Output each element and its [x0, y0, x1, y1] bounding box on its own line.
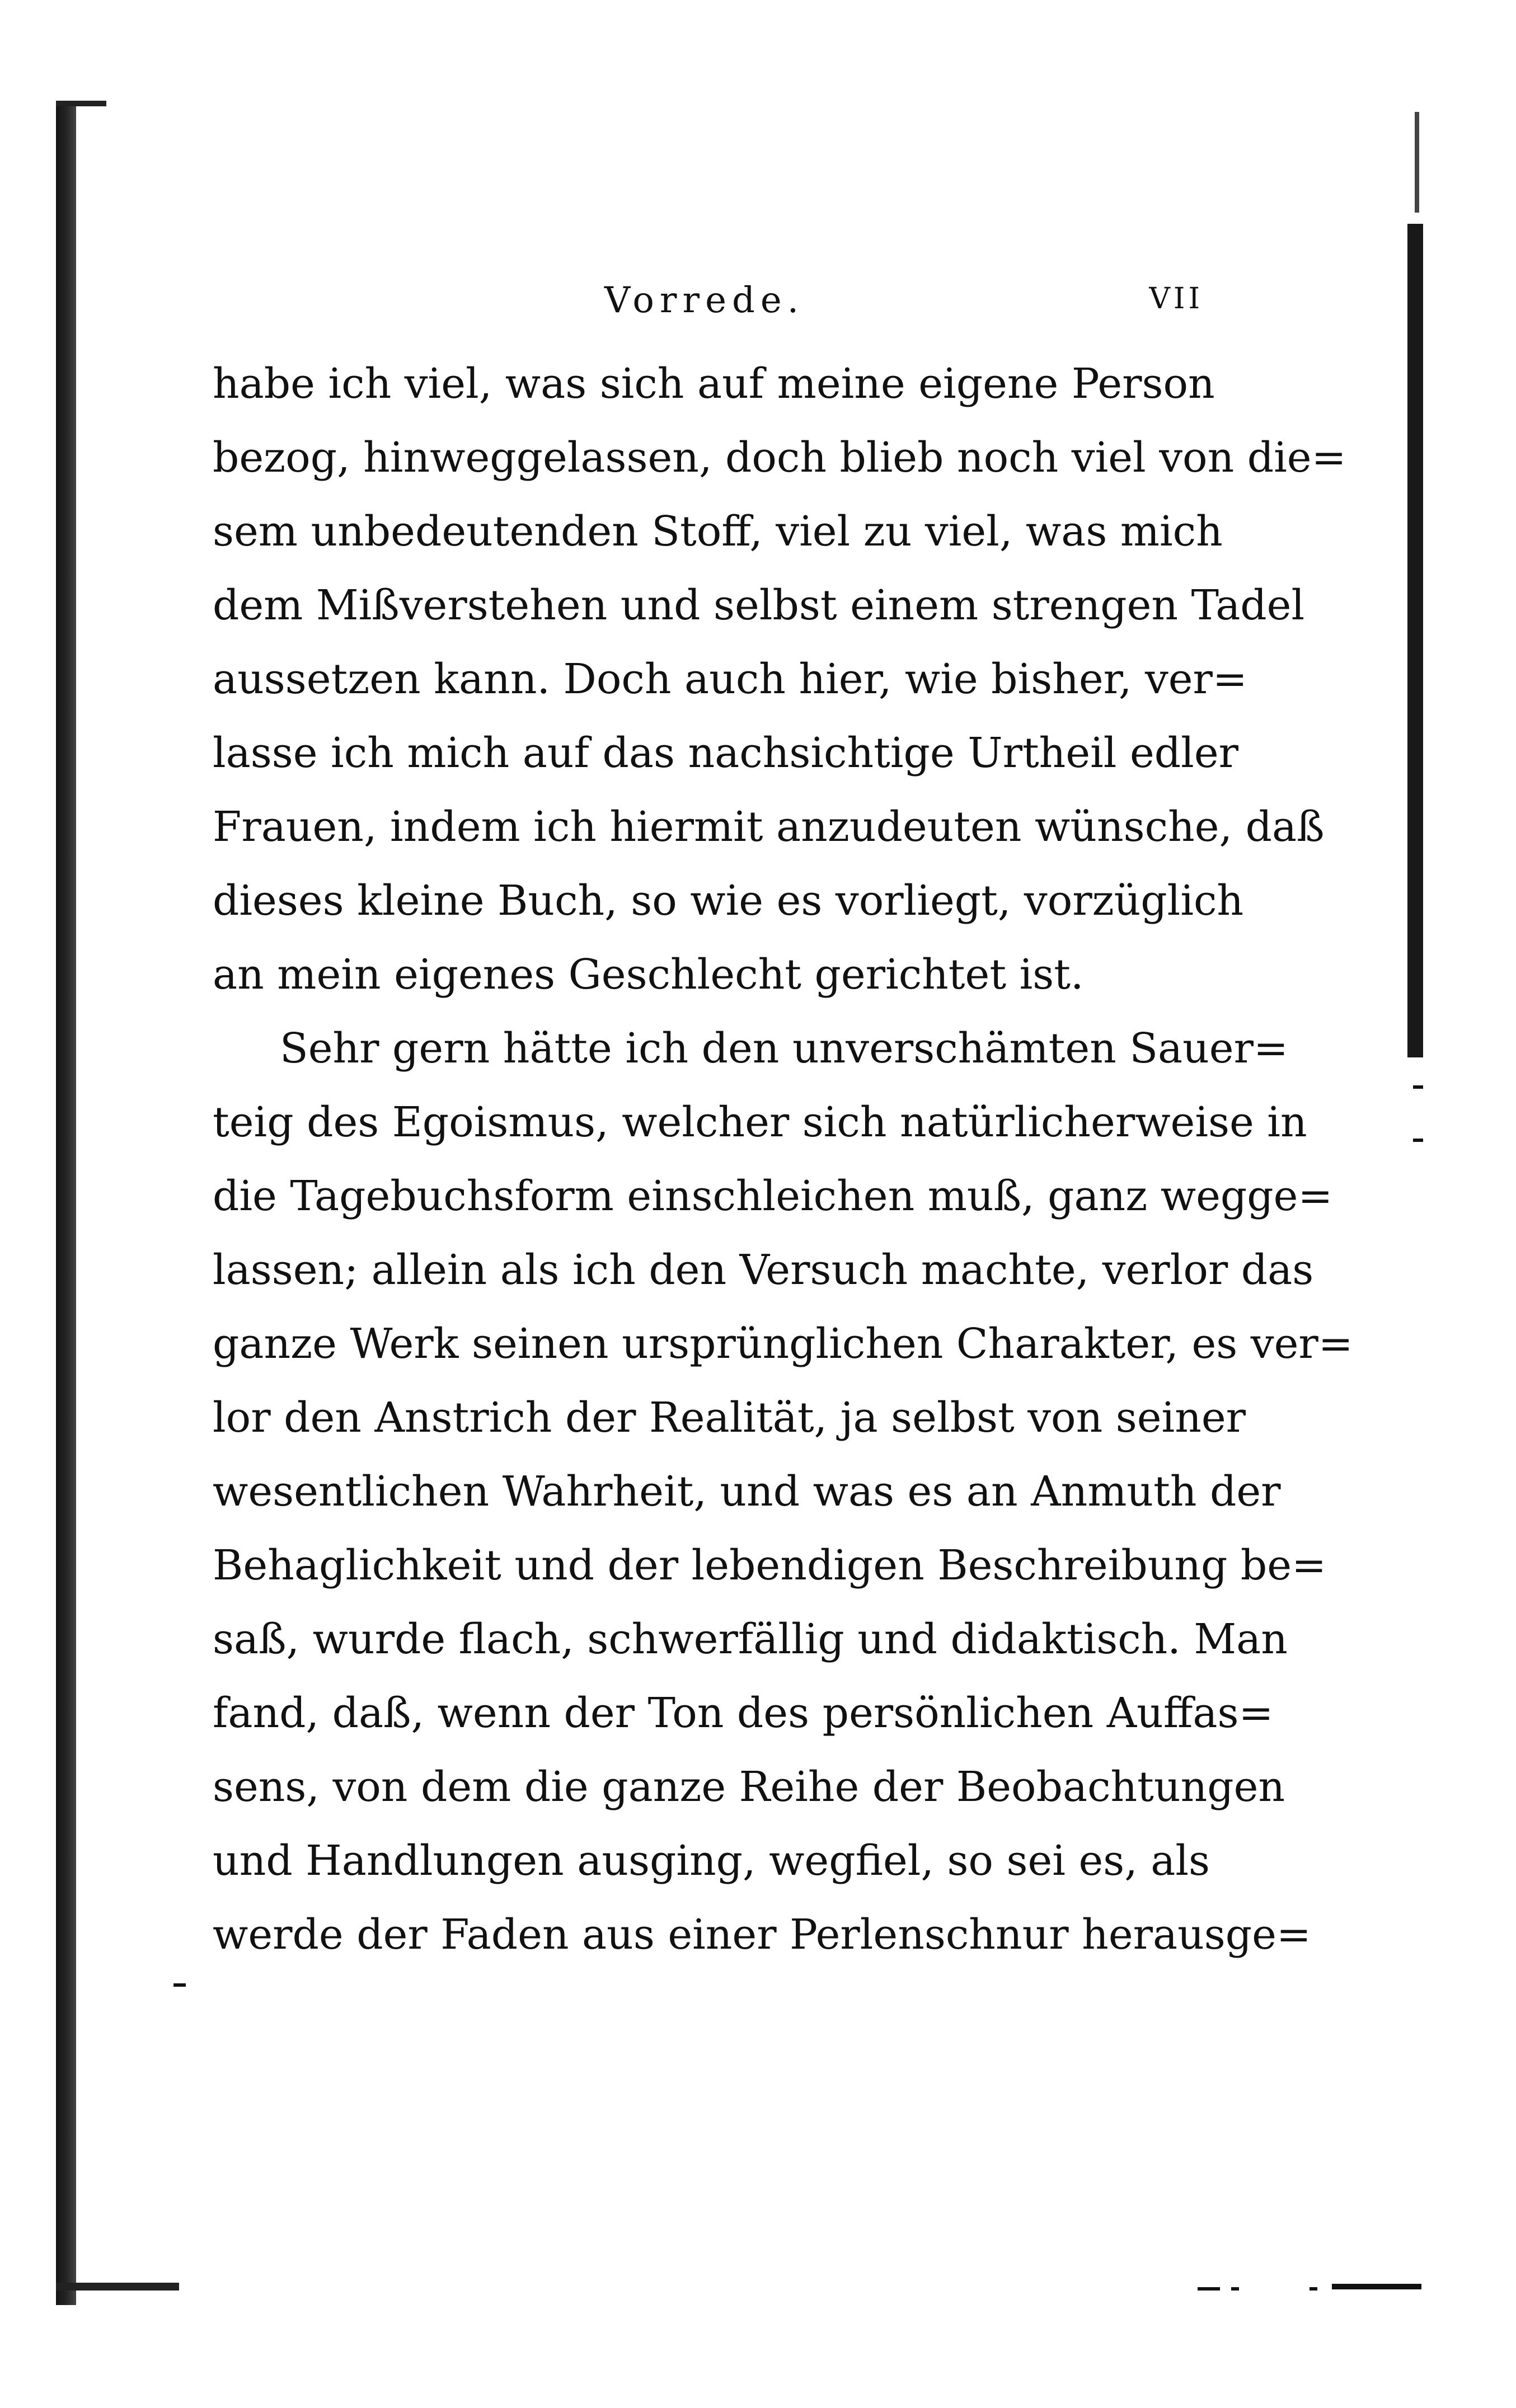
text-line: und Handlungen ausging, wegfiel, so sei es, als: [213, 1837, 1210, 1885]
text-line: dem Mißverstehen und selbst einem strengen Tadel: [213, 581, 1305, 629]
margin-mark: [173, 1983, 186, 1987]
text-line: dieses kleine Buch, so wie es vorliegt, vorzüglich: [213, 877, 1244, 925]
running-head: [213, 280, 1203, 336]
right-page-edge-thin-mark: [1415, 112, 1419, 213]
text-line: saß, wurde flach, schwerfällig und didaktisch. Man: [213, 1615, 1288, 1663]
left-page-edge-shadow: [56, 101, 76, 2305]
text-line: aussetzen kann. Doch auch hier, wie bisher, ver=: [213, 655, 1247, 703]
text-line: lasse ich mich auf das nachsichtige Urtheil edler: [213, 729, 1238, 777]
left-page-edge-top-mark: [56, 101, 106, 106]
text-line: ganze Werk seinen ursprünglichen Charakter, es ver=: [213, 1320, 1353, 1368]
right-edge-dash: [1413, 1085, 1423, 1089]
left-page-edge-bottom-mark: [56, 2283, 179, 2291]
page-number: VII: [1149, 282, 1203, 316]
bottom-edge-dash: [1198, 2287, 1220, 2291]
bottom-edge-dash: [1231, 2287, 1239, 2291]
text-line: die Tagebuchsform einschleichen muß, ganz wegge=: [213, 1172, 1333, 1220]
text-line: sem unbedeutenden Stoff, viel zu viel, was mich: [213, 507, 1223, 556]
text-line: werde der Faden aus einer Perlenschnur herausge=: [213, 1911, 1311, 1959]
text-line: lor den Anstrich der Realität, ja selbst von seiner: [213, 1394, 1246, 1442]
running-head-title: Vorrede.: [604, 280, 805, 321]
text-line: wesentlichen Wahrheit, und was es an Anmuth der: [213, 1468, 1281, 1516]
paragraph: [213, 1012, 1353, 1972]
text-line: fand, daß, wenn der Ton des persönlichen Auffas=: [213, 1689, 1274, 1737]
right-edge-dash: [1413, 1139, 1423, 1142]
text-line: Sehr gern hätte ich den unverschämten Sauer=: [280, 1024, 1288, 1073]
text-line: bezog, hinweggelassen, doch blieb noch viel von die=: [213, 434, 1346, 482]
text-line: Behaglichkeit und der lebendigen Beschreibung be=: [213, 1541, 1327, 1589]
text-line: habe ich viel, was sich auf meine eigene Person: [213, 360, 1215, 408]
text-line: lassen; allein als ich den Versuch machte, verlor das: [213, 1246, 1314, 1294]
body-text: [213, 347, 1353, 1972]
right-page-edge-shadow: [1407, 224, 1423, 1057]
text-line: an mein eigenes Geschlecht gerichtet ist.: [213, 951, 1084, 999]
text-line: Frauen, indem ich hiermit anzudeuten wünsche, daß: [213, 803, 1325, 851]
bottom-edge-dash: [1310, 2287, 1317, 2291]
text-line: sens, von dem die ganze Reihe der Beobachtungen: [213, 1763, 1285, 1811]
paragraph: [213, 347, 1346, 1012]
text-line: teig des Egoismus, welcher sich natürlicherweise in: [213, 1098, 1307, 1146]
bottom-edge-dash: [1332, 2284, 1421, 2289]
